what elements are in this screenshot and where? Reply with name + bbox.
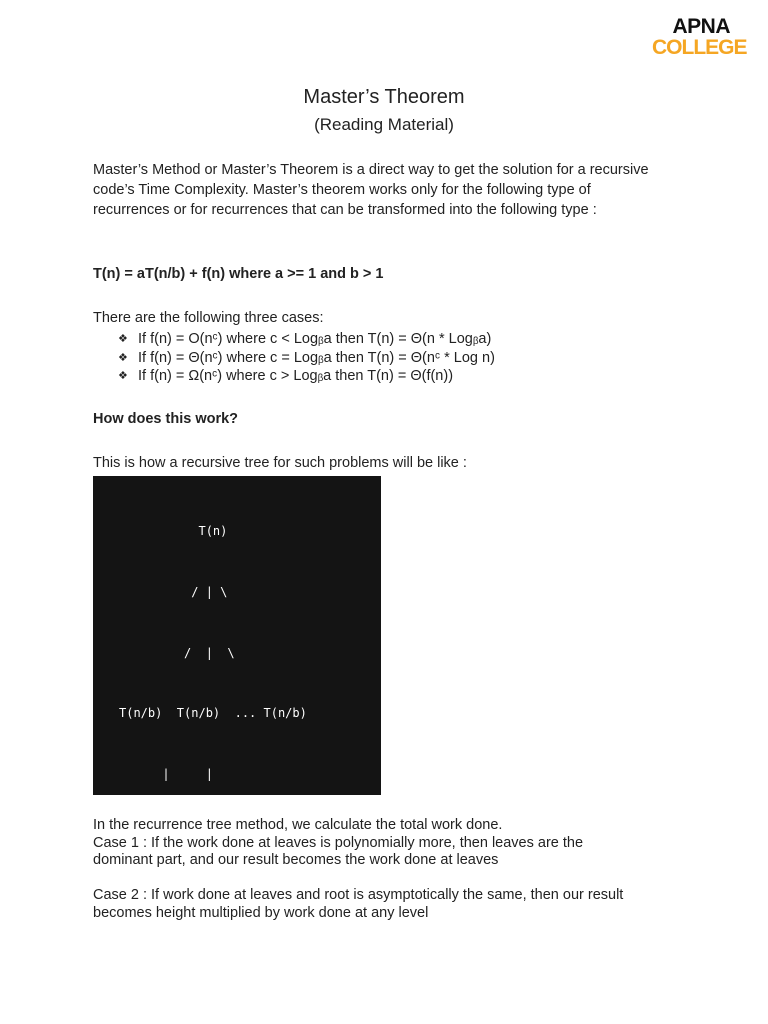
recursion-tree-code-block <box>93 476 381 795</box>
case-text: If f(n) = O(nᶜ) where c < Logᵦa then T(n) = Θ(n * Logᵦa) <box>138 331 492 347</box>
tree-line: T(n/b) T(n/b) ... T(n/b) <box>119 706 307 721</box>
page-title: Master’s Theorem <box>303 86 465 108</box>
apna-college-logo <box>652 15 747 59</box>
recurrence-formula: T(n) = aT(n/b) + f(n) where a >= 1 and b > 1 <box>93 266 384 282</box>
diamond-bullet-icon: ❖ <box>118 351 128 364</box>
case-text: If f(n) = Ω(nᶜ) where c > Logᵦa then T(n) = Θ(f(n)) <box>138 368 454 384</box>
case-text: If f(n) = Θ(nᶜ) where c = Logᵦa then T(n) = Θ(nᶜ * Log n) <box>138 349 495 366</box>
page-subtitle: (Reading Material) <box>314 115 454 134</box>
paragraph-line: Case 1 : If the work done at leaves is polynomially more, then leaves are the <box>93 834 584 851</box>
cases-intro: There are the following three cases: <box>93 310 324 326</box>
tree-line: T(n) <box>119 524 228 539</box>
paragraph-line: dominant part, and our result becomes the work done at leaves <box>93 852 499 869</box>
case-2-paragraph <box>93 887 653 922</box>
tree-line: / | \ <box>119 585 228 600</box>
case-item <box>118 330 495 349</box>
how-heading: How does this work? <box>93 411 239 427</box>
tree-line: / | \ <box>119 645 235 660</box>
tree-line: | | <box>119 766 213 781</box>
logo-line-1: APNA <box>672 15 730 38</box>
case-item <box>118 367 495 386</box>
paragraph-line: In the recurrence tree method, we calculate the total work done. <box>93 817 503 833</box>
logo-line-2: COLLEGE <box>652 36 747 59</box>
recurrence-tree-paragraph <box>93 817 653 870</box>
cases-list <box>118 330 495 386</box>
case-item <box>118 349 495 368</box>
tree-intro: This is how a recursive tree for such problems will be like : <box>93 455 467 471</box>
paragraph-line: becomes height multiplied by work done at any level <box>93 904 429 921</box>
diamond-bullet-icon: ❖ <box>118 333 128 345</box>
intro-paragraph: Master’s Method or Master’s Theorem is a direct way to get the solution for a recursive code’s Time Complexity. Master’s theorem works only for the following type of recurrences or for recurrences that can be transformed into the following type : <box>93 162 649 218</box>
paragraph-line: Case 2 : If work done at leaves and root is asymptotically the same, then our result <box>93 887 624 903</box>
diamond-bullet-icon: ❖ <box>118 370 128 382</box>
